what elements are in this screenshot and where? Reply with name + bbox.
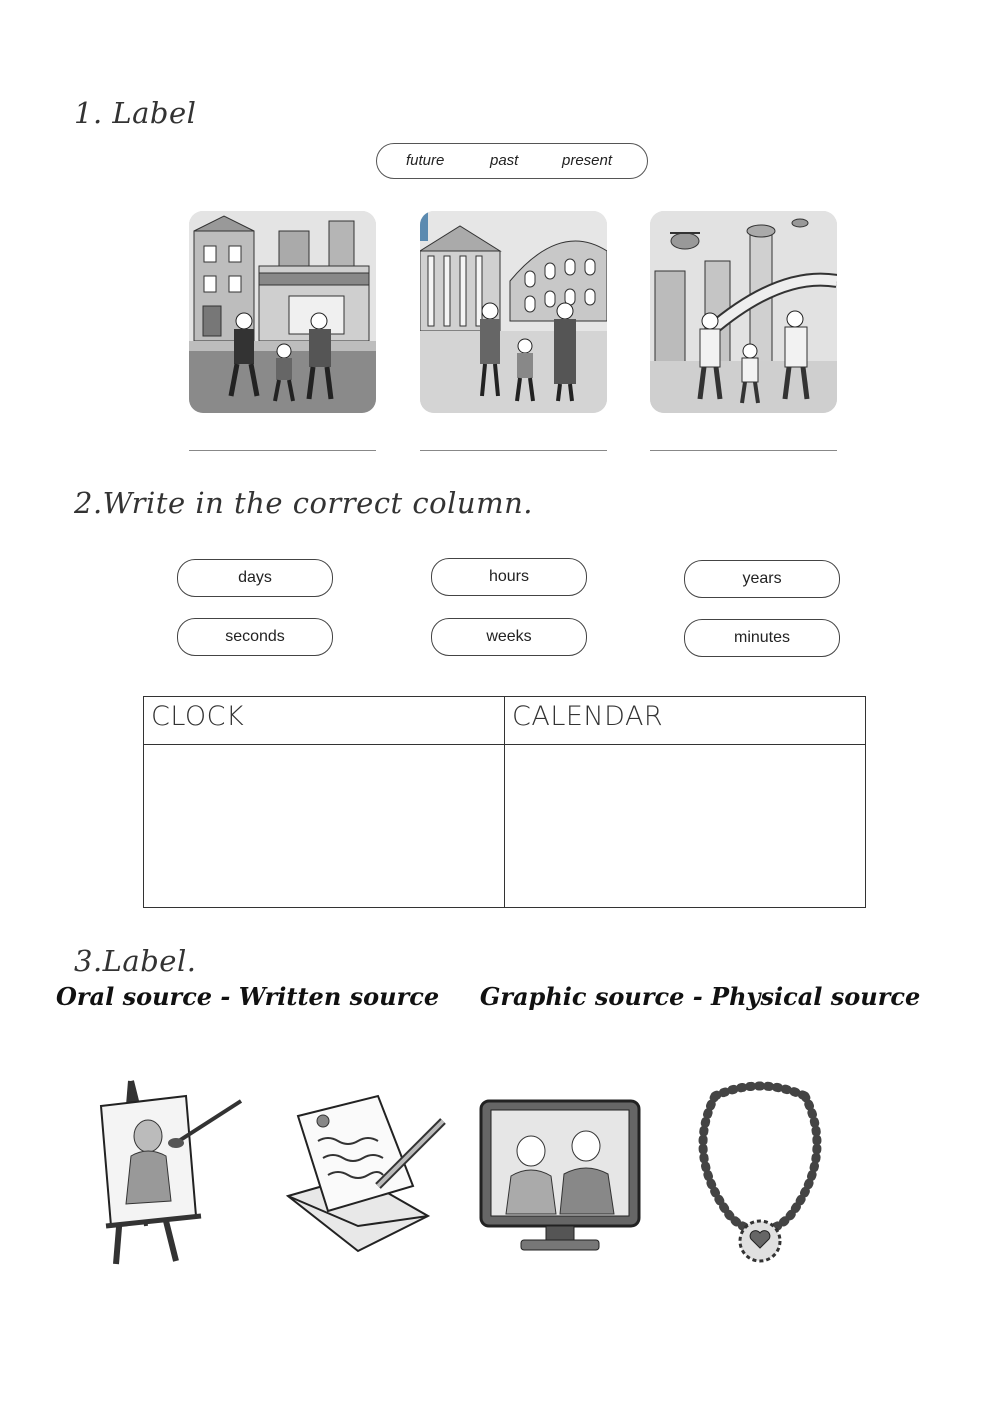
clock-answer-cell[interactable] bbox=[144, 745, 504, 907]
word-seconds[interactable]: seconds bbox=[177, 618, 333, 656]
answer-line-3[interactable] bbox=[650, 450, 837, 451]
easel-painting-icon bbox=[76, 1076, 252, 1268]
word-years[interactable]: years bbox=[684, 560, 840, 598]
word-weeks[interactable]: weeks bbox=[431, 618, 587, 656]
word-minutes[interactable]: minutes bbox=[684, 619, 840, 657]
television-icon bbox=[476, 1096, 644, 1254]
table-header-calendar: CALENDAR bbox=[512, 701, 664, 732]
word-days[interactable]: days bbox=[177, 559, 333, 597]
word-bank-past: past bbox=[490, 152, 519, 169]
calendar-answer-cell[interactable] bbox=[505, 745, 865, 907]
section-2-heading: 2.Write in the correct column. bbox=[74, 486, 533, 520]
answer-line-2[interactable] bbox=[420, 450, 607, 451]
answer-line-1[interactable] bbox=[189, 450, 376, 451]
necklace-icon bbox=[675, 1076, 845, 1268]
sources-left: Oral source - Written source bbox=[56, 982, 440, 1011]
section-3-heading: 3.Label. bbox=[74, 944, 197, 978]
present-city-family-illustration bbox=[189, 211, 376, 413]
word-bank-present: present bbox=[562, 152, 613, 169]
letter-pen-icon bbox=[278, 1086, 450, 1258]
clock-calendar-table bbox=[143, 696, 866, 908]
word-bank bbox=[376, 143, 648, 179]
sources-right: Graphic source - Physical source bbox=[479, 982, 921, 1011]
past-roman-city-family-illustration bbox=[420, 211, 607, 413]
section-1-heading: 1. Label bbox=[74, 96, 197, 130]
word-bank-future: future bbox=[406, 152, 445, 169]
word-hours[interactable]: hours bbox=[431, 558, 587, 596]
source-types-list bbox=[56, 982, 946, 1011]
future-city-family-illustration bbox=[650, 211, 837, 413]
table-header-clock: CLOCK bbox=[151, 701, 245, 732]
